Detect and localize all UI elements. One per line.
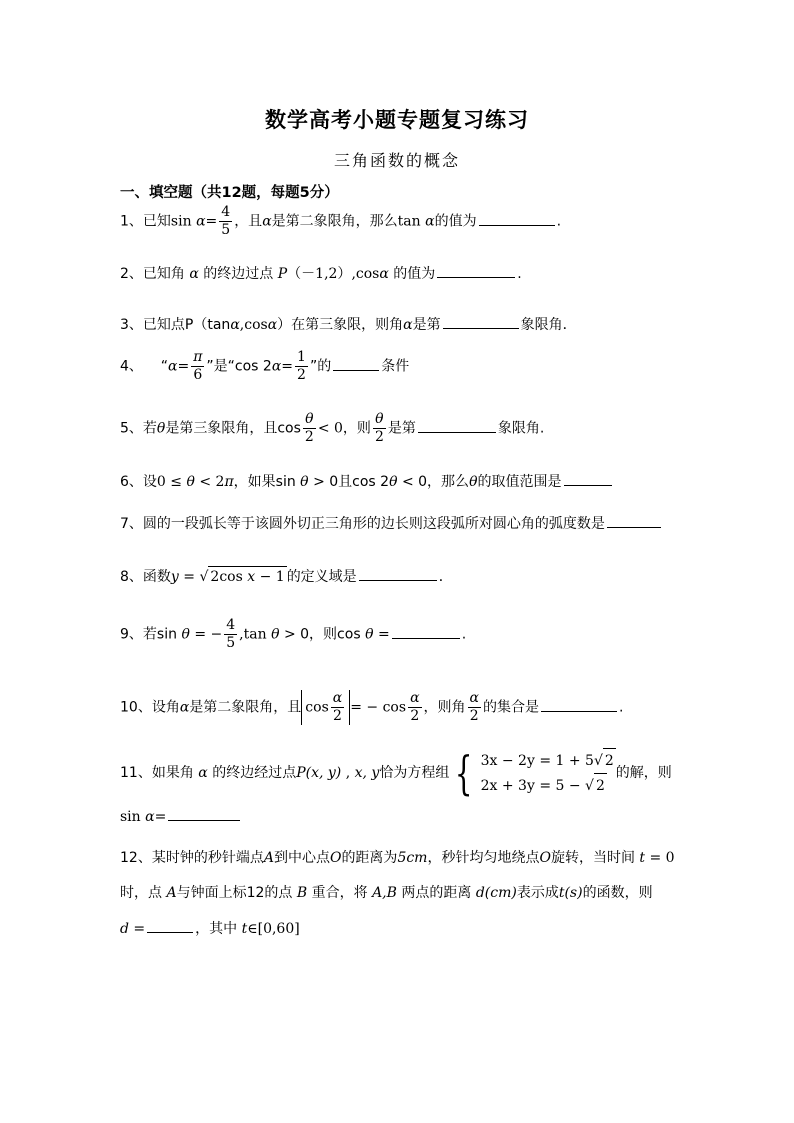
equation-1: 3x − 2y = 1 + 5√ 2 xyxy=(481,748,616,773)
section-heading: 一、填空题（共12题，每题5分） xyxy=(120,185,339,201)
question-3: 3、已知点P（tanα,cosα）在第三象限，则角α是第 象限角． xyxy=(120,314,577,335)
question-12-line-2: 时，点 A与钟面上标12的点 B 重合，将 A,B 两点的距离 d(cm)表示成t(s)的函数，则 xyxy=(120,885,653,901)
answer-blank[interactable] xyxy=(437,263,515,278)
fraction: $\frac{4}{5}$ xyxy=(226,617,236,651)
answer-blank[interactable] xyxy=(168,806,240,821)
answer-blank[interactable] xyxy=(541,697,617,712)
fraction: $\frac{\alpha}{2}$ xyxy=(410,690,420,724)
absolute-value: cos $\frac{\alpha}{2}$ xyxy=(301,690,350,725)
answer-blank[interactable] xyxy=(359,566,437,581)
answer-blank[interactable] xyxy=(392,624,460,639)
answer-blank[interactable] xyxy=(333,356,379,371)
equation-2: 2x + 3y = 5 − √ 2 xyxy=(481,773,616,798)
question-8: 8、函数y = √ 2cos x − 1 的定义域是 ． xyxy=(120,566,453,587)
fraction: $\frac{1}{2}$ xyxy=(297,349,306,383)
question-12: 12、某时钟的秒针端点A到中心点O的距离为5cm，秒针均匀地绕点O旋转，当时间 t = 0 xyxy=(120,850,675,866)
fraction: $\frac{\alpha}{2}$ xyxy=(332,690,343,724)
answer-blank[interactable] xyxy=(147,918,193,933)
question-4: 4、 “α= $\frac{\pi}{6}$ ”是“cos 2α= $\frac{1}{2}$ ”的 条件 xyxy=(120,349,410,383)
fraction: $\frac{\theta}{2}$ xyxy=(374,411,384,445)
fraction: $\frac{\pi}{6}$ xyxy=(193,349,203,383)
left-brace-icon: { xyxy=(455,746,473,800)
question-11-line-2: sin α= xyxy=(120,806,242,827)
equation-system xyxy=(449,748,615,798)
question-5: 5、若θ是第三象限角，且cos $\frac{\theta}{2}$ < 0，则 $\frac{\theta}{2}$ 是第 象限角. xyxy=(120,411,545,445)
question-6: 6、设0 ≤ θ < 2π，如果sin θ > 0且cos 2θ < 0，那么θ的取值范围是 xyxy=(120,471,614,492)
question-2: 2、已知角 α 的终边过点 P（－1,2）,cosα 的值为 . xyxy=(120,263,522,284)
question-12-line-3: d = ，其中 t∈[0,60] xyxy=(120,918,300,939)
fraction: $\frac{4}{5}$ xyxy=(221,204,231,238)
page-title: 数学高考小题专题复习练习 xyxy=(265,108,529,132)
answer-blank[interactable] xyxy=(443,314,519,329)
question-11: 11、如果角 α 的终边经过点P(x, y) , x, y恰为方程组 { 3x − 2y = 1 + 5√ 2 2x + 3y = 5 − √ 2 的解，则 xyxy=(120,746,672,800)
fraction: $\frac{\theta}{2}$ xyxy=(304,411,314,445)
question-10: 10、设角α是第二象限角，且 cos $\frac{\alpha}{2}$ = − cos $\frac{\alpha}{2}$ ，则角 $\frac{\alpha}{2}$ 的集合是 . xyxy=(120,690,624,724)
answer-blank[interactable] xyxy=(418,418,496,433)
question-9: 9、若sin θ = − $\frac{4}{5}$ ,tan θ > 0，则cos θ = . xyxy=(120,617,467,651)
sqrt-expression: 2cos x − 1 xyxy=(208,566,286,587)
answer-blank[interactable] xyxy=(479,211,555,226)
question-7: 7、圆的一段弧长等于该圆外切正三角形的边长则这段弧所对圆心角的弧度数是 xyxy=(120,513,663,534)
answer-blank[interactable] xyxy=(607,513,661,528)
fraction: $\frac{\alpha}{2}$ xyxy=(469,690,479,724)
page-subtitle: 三角函数的概念 xyxy=(333,151,460,170)
question-1: 1、已知sin α= $\frac{4}{5}$ ，且α是第二象限角，那么tan α的值为 . xyxy=(120,204,562,238)
answer-blank[interactable] xyxy=(564,471,612,486)
